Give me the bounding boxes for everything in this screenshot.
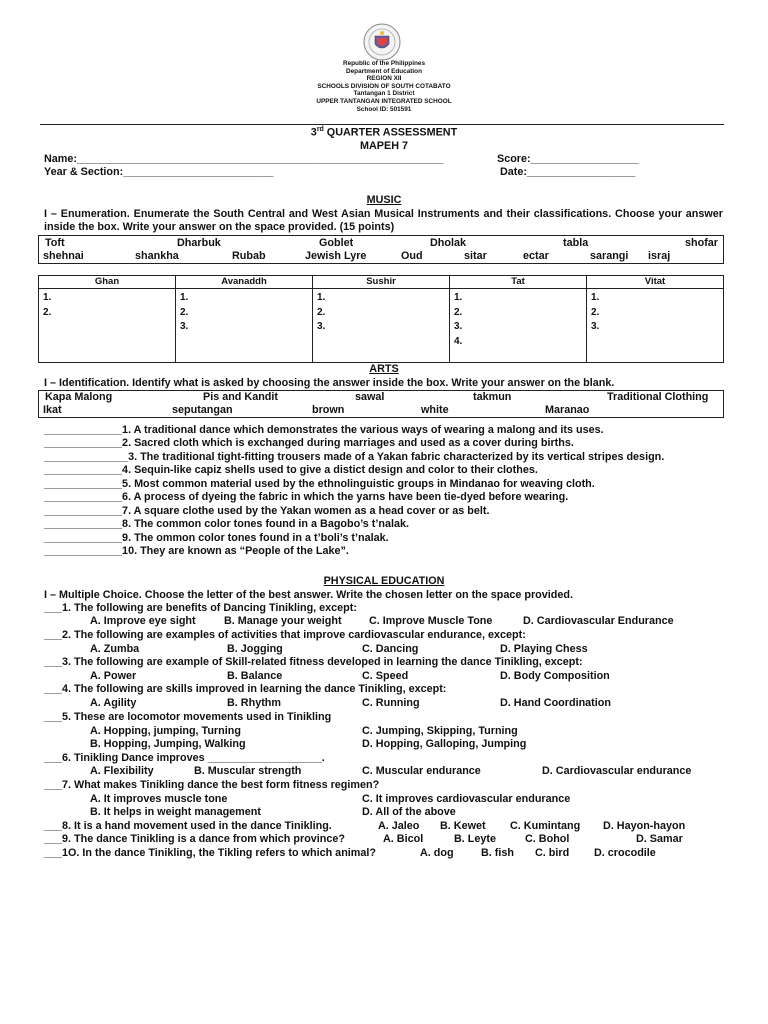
pe-option: D. crocodile (594, 847, 656, 859)
header-line: SCHOOLS DIVISION OF SOUTH COTABATO (317, 82, 451, 90)
arts-choice: Pis and Kandit (203, 391, 278, 403)
pe-option: A. It improves muscle tone (90, 793, 228, 805)
classification-answer-cell[interactable] (450, 289, 587, 363)
arts-choice: Traditional Clothing (607, 391, 709, 403)
pe-option: B. Rhythm (227, 697, 281, 709)
answer-slot[interactable]: 1. (454, 292, 463, 303)
pe-option: A. Flexibility (90, 765, 154, 777)
pe-option: D. Hopping, Galloping, Jumping (362, 738, 527, 750)
classification-header: Tat (450, 276, 587, 289)
arts-instruction (44, 377, 723, 390)
music-choice: Oud (401, 250, 423, 262)
music-choices-box (38, 235, 724, 264)
answer-slot[interactable]: 1. (43, 292, 52, 303)
pe-option: B. Jogging (227, 643, 283, 655)
pe-question[interactable]: ___1. The following are benefits of Dancing Tinikling, except: (44, 602, 357, 614)
answer-slot[interactable]: 2. (180, 306, 189, 318)
year-section-field[interactable]: Year & Section:_________________________ (44, 166, 274, 178)
answer-slot[interactable]: 1. (180, 292, 189, 303)
music-choice: Toft (45, 237, 65, 249)
pe-option: C. Muscular endurance (362, 765, 481, 777)
pe-option: D. Playing Chess (500, 643, 588, 655)
arts-item[interactable]: _____________9. The ommon color tones found in a t’boli’s t’nalak. (44, 532, 389, 544)
score-field[interactable]: Score:__________________ (497, 153, 639, 165)
pe-option: B. Manage your weight (224, 615, 342, 627)
music-choice: Jewish Lyre (305, 250, 367, 262)
arts-item[interactable]: _____________4. Sequin-like capiz shells used to give a distict design and color to their clothes. (44, 464, 538, 476)
header-line: UPPER TANTANGAN INTEGRATED SCHOOL (316, 97, 452, 105)
header-line: REGION XII (366, 75, 402, 83)
answer-slot[interactable]: 2. (591, 306, 600, 318)
music-choice: shofar (685, 237, 718, 249)
music-instruction-text: Enumerate the South Central and West Asian Musical Instruments and their classifications. Choose your answer inside the box. Write your answer on the space provided. (15 points) (44, 208, 724, 234)
answer-slot[interactable]: 1. (317, 292, 326, 303)
subject-title: MAPEH 7 (360, 140, 408, 152)
classification-header: Sushir (313, 276, 450, 289)
classification-answer-cell[interactable] (313, 289, 450, 363)
pe-option: C. Jumping, Skipping, Turning (362, 725, 518, 737)
pe-question[interactable]: ___1O. In the dance Tinikling, the Tikling refers to which animal? (44, 847, 376, 859)
pe-option: B. It helps in weight management (90, 806, 261, 818)
classification-answer-cell[interactable] (176, 289, 313, 363)
arts-item[interactable]: _____________1. A traditional dance which demonstrates the various ways of wearing a malong and its uses. (44, 424, 604, 436)
music-choice: shankha (135, 250, 179, 262)
pe-option: C. Running (362, 697, 420, 709)
quarter-suffix: rd (316, 126, 324, 133)
answer-slot[interactable]: 3. (591, 321, 600, 333)
pe-option: C. Improve Muscle Tone (369, 615, 493, 627)
arts-choice: seputangan (172, 404, 233, 416)
pe-option: B. Leyte (454, 833, 497, 845)
header-line: Republic of the Philippines (342, 60, 426, 67)
pe-option: D. Samar (636, 833, 683, 845)
pe-option: A. dog (420, 847, 454, 859)
answer-slot[interactable]: 2. (43, 306, 52, 318)
pe-option: A. Jaleo (378, 820, 420, 832)
pe-option: B. Hopping, Jumping, Walking (90, 738, 246, 750)
pe-option: C. bird (535, 847, 570, 859)
arts-item[interactable]: _____________2. Sacred cloth which is exchanged during marriages and used as a cover during births. (44, 437, 574, 449)
pe-option: C. Dancing (362, 643, 419, 655)
arts-instruction-text: Identify what is asked by choosing the answer inside the box. Write your answer on the blank. (129, 377, 615, 389)
pe-option: A. Power (90, 670, 137, 682)
name-field[interactable]: Name:_____________________________________________________________ (44, 153, 444, 165)
arts-item[interactable]: _____________5. Most common material used by the ethnolinguistic groups in Mindanao for weaving cloth. (44, 478, 595, 490)
pe-option: A. Zumba (90, 643, 140, 655)
pe-question[interactable]: ___2. The following are examples of activities that improve cardiovascular endurance, except: (44, 629, 526, 641)
music-choice: israj (648, 250, 671, 262)
classification-answer-cell[interactable] (587, 289, 724, 363)
music-instruction (44, 208, 723, 234)
arts-item[interactable]: _____________6. A process of dyeing the fabric in which the yarns have been tie-dyed before wearing. (44, 491, 569, 503)
music-choice: sarangi (590, 250, 629, 262)
arts-item[interactable]: _____________7. A square clothe used by the Yakan women as a head cover or as belt. (44, 505, 490, 517)
arts-item[interactable]: _____________8. The common color tones found in a Bagobo’s t’nalak. (44, 518, 410, 530)
pe-option: D. Body Composition (500, 670, 610, 682)
classification-header: Ghan (39, 276, 176, 289)
pe-section-title: PHYSICAL EDUCATION (323, 575, 445, 587)
music-choice: Goblet (319, 237, 354, 249)
arts-item[interactable]: _____________10. They are known as “People of the Lake”. (44, 545, 349, 557)
answer-slot[interactable]: 2. (317, 306, 326, 318)
pe-option: A. Bicol (383, 833, 424, 845)
pe-option: C. Kumintang (510, 820, 581, 832)
arts-choice: takmun (473, 391, 512, 403)
header-line: Department of Education (346, 67, 422, 75)
classification-answer-cell[interactable] (39, 289, 176, 363)
pe-option: A. Agility (90, 697, 137, 709)
date-field[interactable]: Date:__________________ (500, 166, 636, 178)
arts-section-title: ARTS (369, 363, 399, 375)
pe-instruction-label: I – Multiple Choice. (44, 589, 142, 601)
pe-option: A. Hopping, jumping, Turning (90, 725, 241, 737)
quarter-number: 3 (310, 126, 317, 139)
pe-instruction-text: Choose the letter of the best answer. Write the chosen letter on the space provided. (141, 589, 573, 601)
arts-choice: sawal (355, 391, 385, 403)
answer-slot[interactable]: 1. (591, 292, 600, 303)
pe-option: D. Hayon-hayon (603, 820, 686, 832)
arts-choice: white (421, 404, 449, 416)
pe-option: D. Cardiovascular Endurance (523, 615, 674, 627)
music-choice: Rubab (232, 250, 266, 262)
deped-seal-icon (358, 22, 406, 62)
music-choice: sitar (464, 250, 487, 262)
answer-slot[interactable]: 3. (180, 321, 189, 333)
arts-instruction-label: I – Identification. (44, 377, 130, 389)
header-line: Tantangan 1 District (353, 90, 415, 98)
header-divider (40, 124, 724, 125)
music-choice: tabla (563, 237, 589, 249)
answer-slot[interactable]: 3. (454, 321, 463, 333)
music-choice: ectar (523, 250, 549, 262)
pe-option: C. Speed (362, 670, 409, 682)
quarter-text: QUARTER ASSESSMENT (323, 126, 458, 139)
answer-slot[interactable]: 3. (317, 321, 326, 333)
music-choice: shehnai (43, 250, 84, 262)
pe-question[interactable]: ___7. What makes Tinikling dance the best form fitness regimen? (44, 779, 380, 791)
pe-option: A. Improve eye sight (90, 615, 196, 627)
classification-header: Avanaddh (176, 276, 313, 289)
classification-table (38, 275, 724, 363)
music-choice: Dholak (430, 237, 466, 249)
quarter-title (0, 126, 768, 139)
header-line: School ID: 501591 (356, 105, 412, 113)
answer-slot[interactable]: 2. (454, 306, 463, 318)
pe-question[interactable]: ___8. It is a hand movement used in the dance Tinikling. (44, 820, 332, 832)
arts-choice: Maranao (545, 404, 590, 416)
pe-option: D. Hand Coordination (500, 697, 611, 709)
arts-choice: Ikat (43, 404, 62, 416)
pe-option: B. Kewet (440, 820, 486, 832)
school-header (0, 60, 768, 113)
pe-question[interactable]: ___5. These are locomotor movements used in Tinikling (44, 711, 332, 723)
arts-choice: brown (312, 404, 345, 416)
pe-question[interactable]: ___3. The following are example of Skill-related fitness developed in learning the dance Tinikling, except: (44, 656, 583, 668)
arts-choice: Kapa Malong (45, 391, 113, 403)
music-instruction-label: I – Enumeration. (44, 208, 130, 220)
pe-option: C. It improves cardiovascular endurance (362, 793, 571, 805)
pe-option: B. fish (481, 847, 514, 859)
pe-option: D. All of the above (362, 806, 456, 818)
arts-item[interactable]: ______________3. The traditional tight-fitting trousers made of a Yakan fabric characterized by its vertical stripes design. (44, 451, 665, 463)
pe-option: B. Balance (227, 670, 283, 682)
pe-option: D. Cardiovascular endurance (542, 765, 692, 777)
pe-instruction (44, 589, 723, 602)
arts-choices-box (38, 390, 724, 418)
answer-slot[interactable]: 4. (454, 335, 463, 347)
music-choice: Dharbuk (177, 237, 221, 249)
pe-question[interactable]: ___9. The dance Tinikling is a dance from which province? (44, 833, 346, 845)
pe-question[interactable]: ___4. The following are skills improved in learning the dance Tinikling, except: (44, 683, 447, 695)
pe-option: B. Muscular strength (194, 765, 302, 777)
pe-question[interactable]: ___6. Tinikling Dance improves ___________________. (44, 752, 325, 764)
classification-header: Vitat (587, 276, 724, 289)
pe-option: C. Bohol (525, 833, 570, 845)
music-section-title: MUSIC (366, 194, 402, 206)
